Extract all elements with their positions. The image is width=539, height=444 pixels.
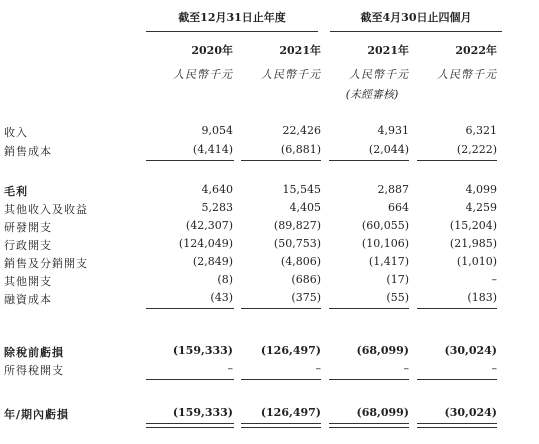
subtotal-rule — [146, 308, 234, 309]
row-label-income-tax: 所得稅開支 — [4, 364, 64, 377]
cell-other-income-2021: 4,405 — [289, 201, 321, 214]
cell-other-income-2020: 5,283 — [201, 201, 233, 214]
cell-loss-2021-4m: (68,099) — [356, 406, 409, 419]
cell-revenue-2022-4m: 6,321 — [465, 124, 497, 137]
cell-lbt-2021: (126,497) — [260, 344, 321, 357]
cell-revenue-2021: 22,426 — [282, 124, 321, 137]
group-underline-four-months — [330, 31, 502, 32]
cell-cost-of-sales-2020: (4,414) — [192, 143, 233, 156]
cell-finance-2021-4m: (55) — [386, 291, 409, 304]
unit-header-4: 人民幣千元 — [437, 68, 497, 81]
year-header-1: 2020年 — [191, 44, 233, 57]
cell-tax-2021-4m: – — [403, 362, 409, 375]
cell-tax-2021: – — [315, 362, 321, 375]
cell-admin-2020: (124,049) — [178, 237, 233, 250]
total-double-rule — [241, 423, 321, 428]
subtotal-rule — [146, 160, 234, 161]
cell-admin-2021: (50,753) — [273, 237, 321, 250]
row-label-loss-before-tax: 除稅前虧損 — [4, 346, 64, 359]
subtotal-rule — [417, 379, 497, 380]
cell-cost-of-sales-2022-4m: (2,222) — [456, 143, 497, 156]
period-group-annual: 截至12月31日止年度 — [178, 11, 286, 24]
cell-selling-2020: (2,849) — [192, 255, 233, 268]
subtotal-rule — [241, 308, 321, 309]
row-label-other-income: 其他收入及收益 — [4, 203, 88, 216]
cell-loss-2021: (126,497) — [260, 406, 321, 419]
row-label-revenue: 收入 — [4, 126, 28, 139]
total-double-rule — [329, 423, 409, 428]
cell-loss-2020: (159,333) — [172, 406, 233, 419]
cell-admin-2022-4m: (21,985) — [449, 237, 497, 250]
cell-gross-profit-2020: 4,640 — [201, 183, 233, 196]
unit-header-1: 人民幣千元 — [173, 68, 233, 81]
cell-gross-profit-2022-4m: 4,099 — [465, 183, 497, 196]
cell-rnd-2021-4m: (60,055) — [361, 219, 409, 232]
unit-header-3: 人民幣千元 — [349, 68, 409, 81]
row-label-admin-expenses: 行政開支 — [4, 239, 52, 252]
cell-lbt-2022-4m: (30,024) — [444, 344, 497, 357]
year-header-2: 2021年 — [279, 44, 321, 57]
row-label-cost-of-sales: 銷售成本 — [4, 145, 52, 158]
unaudited-note: (未經審核) — [345, 88, 399, 101]
cell-other-income-2021-4m: 664 — [388, 201, 409, 214]
cell-rnd-2022-4m: (15,204) — [449, 219, 497, 232]
year-header-3: 2021年 — [367, 44, 409, 57]
subtotal-rule — [329, 379, 409, 380]
subtotal-rule — [417, 160, 497, 161]
year-header-4: 2022年 — [455, 44, 497, 57]
cell-revenue-2020: 9,054 — [201, 124, 233, 137]
cell-admin-2021-4m: (10,106) — [361, 237, 409, 250]
row-label-loss-for-period: 年/期內虧損 — [4, 408, 70, 421]
cell-rnd-2021: (89,827) — [273, 219, 321, 232]
subtotal-rule — [241, 379, 321, 380]
cell-revenue-2021-4m: 4,931 — [377, 124, 409, 137]
subtotal-rule — [329, 308, 409, 309]
cell-finance-2021: (375) — [291, 291, 321, 304]
row-label-finance-costs: 融資成本 — [4, 293, 52, 306]
row-label-gross-profit: 毛利 — [4, 185, 28, 198]
cell-cost-of-sales-2021-4m: (2,044) — [368, 143, 409, 156]
subtotal-rule — [329, 160, 409, 161]
cell-lbt-2020: (159,333) — [172, 344, 233, 357]
subtotal-rule — [417, 308, 497, 309]
cell-gross-profit-2021-4m: 2,887 — [377, 183, 409, 196]
unit-header-2: 人民幣千元 — [261, 68, 321, 81]
row-label-other-expenses: 其他開支 — [4, 275, 52, 288]
cell-other-exp-2020: (8) — [217, 273, 233, 286]
cell-cost-of-sales-2021: (6,881) — [280, 143, 321, 156]
cell-other-income-2022-4m: 4,259 — [465, 201, 497, 214]
cell-tax-2020: – — [227, 362, 233, 375]
subtotal-rule — [146, 379, 234, 380]
cell-selling-2021-4m: (1,417) — [368, 255, 409, 268]
row-label-selling-expenses: 銷售及分銷開支 — [4, 257, 88, 270]
total-double-rule — [146, 423, 234, 428]
cell-selling-2021: (4,806) — [280, 255, 321, 268]
cell-loss-2022-4m: (30,024) — [444, 406, 497, 419]
cell-lbt-2021-4m: (68,099) — [356, 344, 409, 357]
cell-other-exp-2021-4m: (17) — [386, 273, 409, 286]
cell-rnd-2020: (42,307) — [185, 219, 233, 232]
cell-selling-2022-4m: (1,010) — [456, 255, 497, 268]
subtotal-rule — [241, 160, 321, 161]
cell-gross-profit-2021: 15,545 — [282, 183, 321, 196]
cell-finance-2022-4m: (183) — [467, 291, 497, 304]
cell-other-exp-2021: (686) — [291, 273, 321, 286]
period-group-four-months: 截至4月30日止四個月 — [360, 11, 472, 24]
group-underline-annual — [146, 31, 318, 32]
cell-tax-2022-4m: – — [491, 362, 497, 375]
total-double-rule — [417, 423, 497, 428]
row-label-rnd-expenses: 研發開支 — [4, 221, 52, 234]
cell-other-exp-2022-4m: – — [491, 273, 497, 286]
cell-finance-2020: (43) — [210, 291, 233, 304]
